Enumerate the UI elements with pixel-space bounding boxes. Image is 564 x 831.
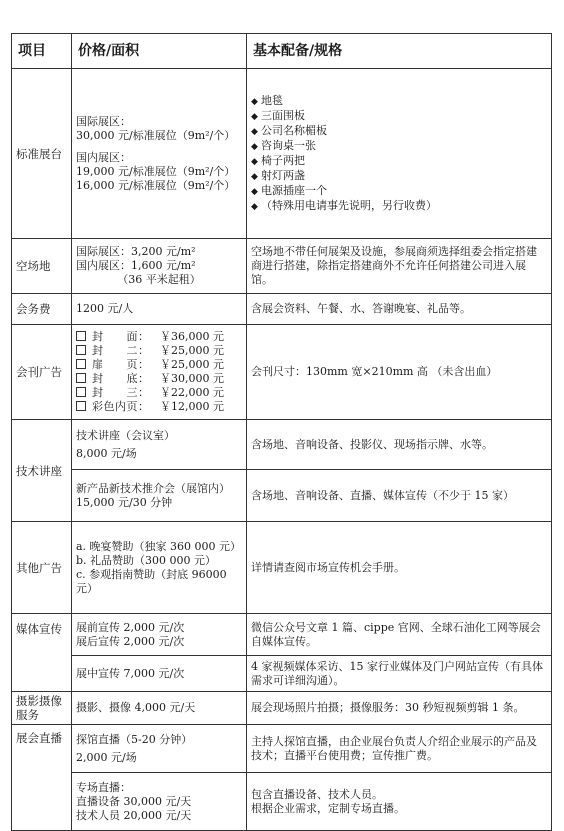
price-cell — [72, 522, 247, 614]
checkbox-icon[interactable] — [76, 345, 86, 355]
category-cell: 媒体宣传 — [12, 614, 72, 692]
price-table — [11, 33, 552, 831]
price-cell: 1200 元/人 — [72, 294, 247, 325]
price-cell — [72, 239, 247, 294]
list-item: ◆ 椅子两把 — [251, 153, 305, 167]
row-tech-lecture — [12, 420, 552, 470]
dom-price: 国内展区：1,600 元/m² — [76, 259, 196, 272]
spec-cell — [247, 773, 552, 831]
option-row: 彩色内页： ￥12,000 元 — [76, 400, 242, 414]
checkbox-icon[interactable] — [76, 401, 86, 411]
price-cell: 新产品新技术推介会（展馆内）15,000 元/30 分钟 — [72, 470, 247, 522]
sponsor-b: b. 礼品赞助（300 000 元） — [76, 553, 217, 567]
row-standard-booth — [12, 69, 552, 239]
header-price: 价格/面积 — [72, 34, 247, 69]
list-item: ◆ （特殊用电请事先说明，另行收费） — [251, 198, 437, 212]
tour-title: 探馆直播（5-20 分钟） — [76, 732, 193, 746]
category-cell: 展会直播 — [12, 725, 72, 831]
row-tech-launch — [12, 470, 552, 522]
list-item: ◆ 咨询桌一张 — [251, 138, 316, 152]
option-row: 封 三： ￥22,000 元 — [76, 386, 242, 400]
spec-cell: 详情请查阅市场宣传机会手册。 — [247, 522, 552, 614]
price-cell — [72, 725, 247, 773]
header-item: 项目 — [12, 34, 72, 69]
dom-price-1: 19,000 元/标准展位（9m²/个） — [76, 164, 236, 178]
spec-cell — [247, 69, 552, 239]
spec-cell: 含场地、音响设备、投影仪、现场指示牌、水等。 — [247, 420, 552, 470]
row-other-ads — [12, 522, 552, 614]
sponsor-c: c. 参观指南赞助（封底 96000 元） — [76, 567, 227, 595]
tour-price: 2,000 元/场 — [76, 750, 137, 764]
spec-cell: 含展会资料、午餐、水、答谢晚宴、礼品等。 — [247, 294, 552, 325]
row-live-special — [12, 773, 552, 831]
intl-label: 国际展区： — [76, 114, 131, 128]
option-row: 封 面： ￥36,000 元 — [76, 330, 242, 344]
pre-show-price: 展前宣传 2,000 元/次 — [76, 620, 185, 634]
dom-price-2: 16,000 元/标准展位（9m²/个） — [76, 178, 236, 192]
option-row: 封 底： ￥30,000 元 — [76, 372, 242, 386]
price-cell — [72, 325, 247, 420]
row-meeting-fee — [12, 294, 552, 325]
special-title: 专场直播： — [76, 780, 131, 794]
category-cell: 技术讲座 — [12, 420, 72, 522]
option-row: 扉 页： ￥25,000 元 — [76, 358, 242, 372]
price-cell — [72, 773, 247, 831]
price-cell — [72, 69, 247, 239]
diamond-bullet-icon: ◆ — [251, 141, 258, 152]
diamond-bullet-icon: ◆ — [251, 126, 258, 137]
price-cell: 展中宣传 7,000 元/次 — [72, 656, 247, 692]
special-staff-price: 技术人员 20,000 元/天 — [76, 808, 192, 822]
price-cell — [72, 420, 247, 470]
row-photo-service — [12, 692, 552, 725]
category-cell: 会务费 — [12, 294, 72, 325]
price-cell — [72, 614, 247, 656]
header-row — [12, 34, 552, 69]
special-spec-2: 根据企业需求，定制专场直播。 — [251, 801, 405, 815]
min-rent-note: （36 平米起租） — [117, 273, 201, 286]
post-show-price: 展后宣传 2,000 元/次 — [76, 634, 185, 648]
list-item: ◆ 射灯两盏 — [251, 168, 305, 182]
spec-cell: 含场地、音响设备、直播、媒体宣传（不少于 15 家） — [247, 470, 552, 522]
dom-label: 国内展区： — [76, 150, 131, 164]
diamond-bullet-icon: ◆ — [251, 156, 258, 167]
row-space-only — [12, 239, 552, 294]
diamond-bullet-icon: ◆ — [251, 186, 258, 197]
spec-cell: 空场地不带任何展架及设施，参展商须选择组委会指定搭建商进行搭建，除指定搭建商外不允许任何搭建公司进入展馆。 — [247, 239, 552, 294]
list-item: ◆ 地毯 — [251, 93, 283, 107]
category-cell: 会刊广告 — [12, 325, 72, 420]
list-item: ◆ 公司名称楣板 — [251, 123, 327, 137]
checkbox-icon[interactable] — [76, 331, 86, 341]
special-equipment-price: 直播设备 30,000 元/天 — [76, 794, 192, 808]
diamond-bullet-icon: ◆ — [251, 201, 258, 212]
option-row: 封 二： ￥25,000 元 — [76, 344, 242, 358]
spec-cell: 主持人探馆直播，由企业展台负责人介绍企业展示的产品及技术；直播平台使用费；宣传推广费。 — [247, 725, 552, 773]
spec-cell: 微信公众号文章 1 篇、cippe 官网、全球石油化工网等展会自媒体宣传。 — [247, 614, 552, 656]
special-spec-1: 包含直播设备、技术人员。 — [251, 787, 383, 801]
checkbox-icon[interactable] — [76, 387, 86, 397]
lecture-title: 技术讲座（会议室） — [76, 428, 175, 442]
row-live-tour — [12, 725, 552, 773]
row-media-mid — [12, 656, 552, 692]
header-spec: 基本配备/规格 — [247, 34, 552, 69]
intl-price: 30,000 元/标准展位（9m²/个） — [76, 128, 236, 142]
lecture-price: 8,000 元/场 — [76, 446, 137, 460]
price-cell: 摄影、摄像 4,000 元/天 — [72, 692, 247, 725]
category-cell: 其他广告 — [12, 522, 72, 614]
diamond-bullet-icon: ◆ — [251, 96, 258, 107]
list-item: ◆ 电源插座一个 — [251, 183, 327, 197]
spec-cell: 4 家视频媒体采访、15 家行业媒体及门户网站宣传（有具体需求可详细沟通）。 — [247, 656, 552, 692]
sponsor-a: a. 晚宴赞助（独家 360 000 元） — [76, 539, 242, 553]
spec-cell: 会刊尺寸：130mm 宽×210mm 高 （未含出血） — [247, 325, 552, 420]
diamond-bullet-icon: ◆ — [251, 171, 258, 182]
category-cell: 摄影摄像服务 — [12, 692, 72, 725]
list-item: ◆ 三面围板 — [251, 108, 305, 122]
category-cell: 空场地 — [12, 239, 72, 294]
row-journal-ads — [12, 325, 552, 420]
category-cell: 标准展台 — [12, 69, 72, 239]
checkbox-icon[interactable] — [76, 359, 86, 369]
spec-cell: 展会现场照片拍摄；摄像服务：30 秒短视频剪辑 1 条。 — [247, 692, 552, 725]
checkbox-icon[interactable] — [76, 373, 86, 383]
intl-price: 国际展区：3,200 元/m² — [76, 245, 196, 258]
row-media-pre-post — [12, 614, 552, 656]
diamond-bullet-icon: ◆ — [251, 111, 258, 122]
